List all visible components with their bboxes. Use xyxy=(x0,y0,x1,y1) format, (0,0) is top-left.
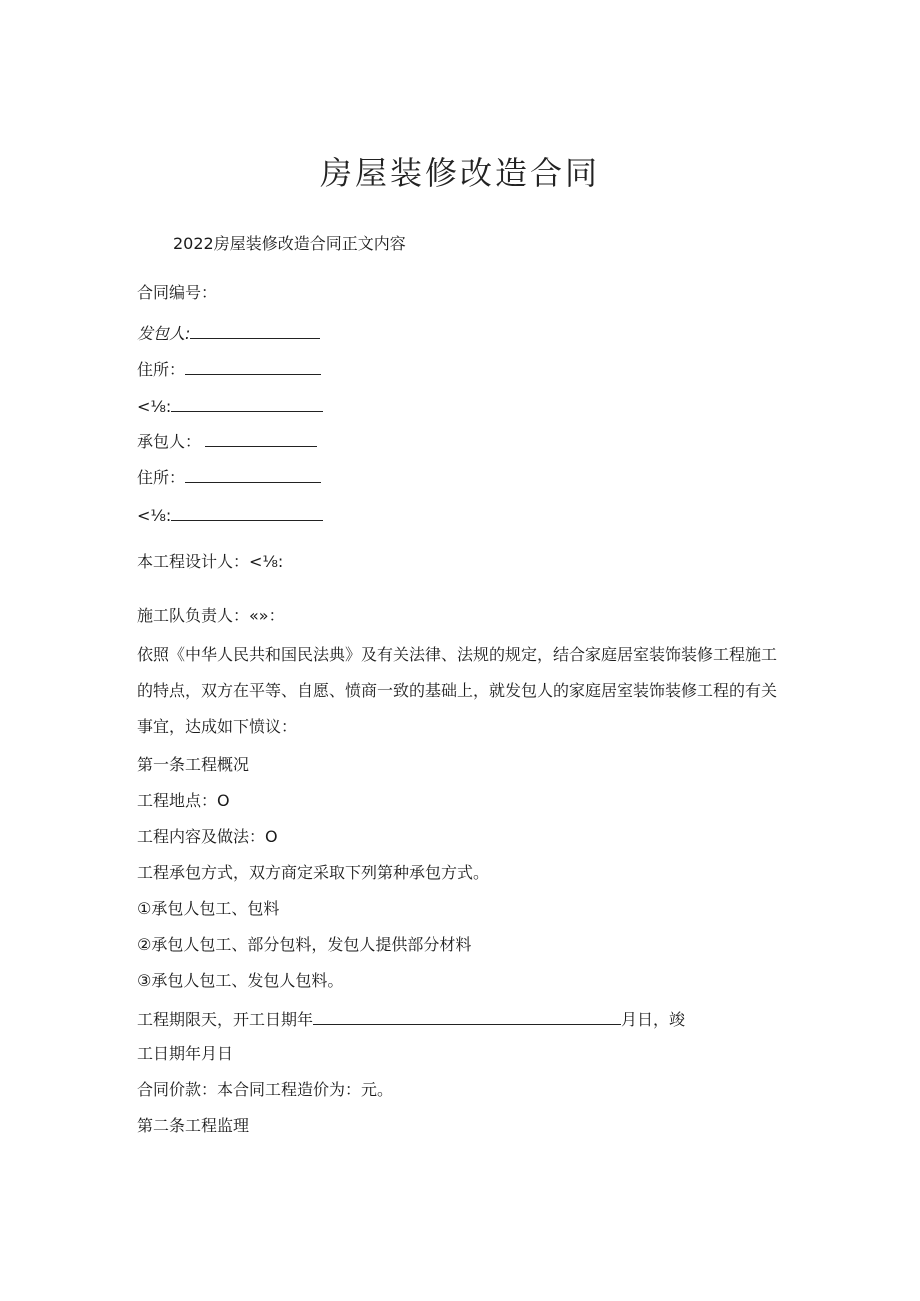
price-line: 合同价款：本合同工程造价为：元。 xyxy=(137,1080,394,1099)
team-leader-line xyxy=(137,605,285,627)
contract-no-label: 合同编号： xyxy=(137,283,218,302)
intro-paragraph: 依照《中华人民共和国民法典》及有关法律、法规的规定，结合家庭居室装饰装修工程施工的特点，双方在平等、自愿、愤商一致的基础上，就发包人的家庭居室装饰装修工程的有关事宜，达成如下愤议： xyxy=(137,645,778,736)
employer-blank xyxy=(190,321,320,339)
employer-phone-label: <⅛: xyxy=(137,397,172,416)
completion-line: 工日期年月日 xyxy=(137,1044,234,1063)
contractor-phone-blank xyxy=(171,503,323,521)
designer-label: 本工程设计人：<⅛: xyxy=(137,552,284,571)
contractor-phone-line xyxy=(137,503,323,527)
employer-phone-line xyxy=(137,394,323,418)
employer-address-line xyxy=(137,357,321,381)
team-leader-label: 施工队负责人：«»： xyxy=(137,606,285,625)
employer-line xyxy=(137,321,320,345)
period-line xyxy=(137,1007,685,1031)
period-prefix: 工程期限天，开工日期年 xyxy=(137,1010,314,1029)
article1-heading: 第一条工程概况 xyxy=(137,755,250,774)
option-1: ①承包人包工、包料 xyxy=(137,899,280,918)
employer-phone-blank xyxy=(171,394,323,412)
document-title: 房屋装修改造合同 xyxy=(319,154,600,192)
employer-address-label: 住所： xyxy=(137,360,186,379)
location-line: 工程地点：O xyxy=(137,791,230,810)
article2-heading: 第二条工程监理 xyxy=(137,1116,250,1135)
contractor-address-blank xyxy=(185,465,321,483)
contractor-blank xyxy=(205,429,317,447)
content-line: 工程内容及做法：O xyxy=(137,827,278,846)
contract-no-line xyxy=(137,282,217,304)
contractor-phone-label: <⅛: xyxy=(137,506,172,525)
contractor-label: 承包人： xyxy=(137,432,202,451)
mode-line: 工程承包方式，双方商定采取下列第种承包方式。 xyxy=(137,863,490,882)
document-subtitle: 2022房屋装修改造合同正文内容 xyxy=(173,234,406,253)
employer-label: 发包人: xyxy=(137,324,191,343)
period-suffix: 月日，竣 xyxy=(621,1010,686,1029)
designer-line xyxy=(137,551,283,573)
option-3: ③承包人包工、发包人包料。 xyxy=(137,971,344,990)
contractor-line xyxy=(137,429,317,453)
contractor-address-line xyxy=(137,465,321,489)
employer-address-blank xyxy=(185,357,321,375)
contractor-address-label: 住所： xyxy=(137,468,186,487)
period-blank xyxy=(313,1007,621,1025)
option-2: ②承包人包工、部分包料，发包人提供部分材料 xyxy=(137,935,472,954)
